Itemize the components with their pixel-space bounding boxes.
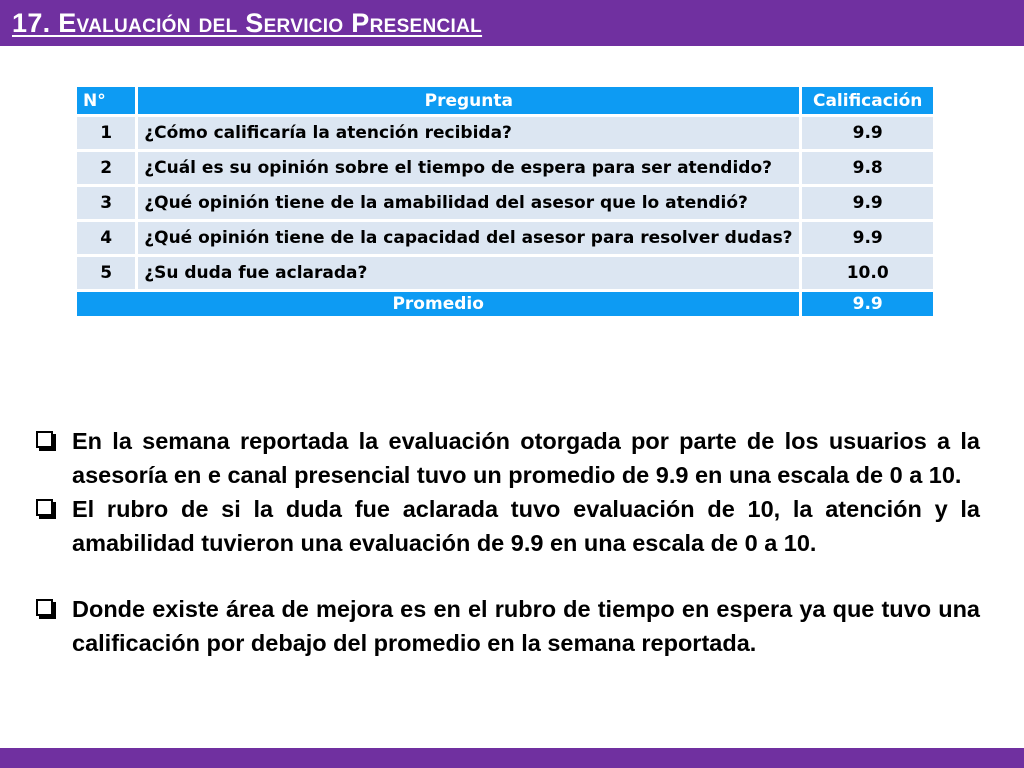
bullet-text: En la semana reportada la evaluación otorgada por parte de los usuarios a la asesoría en e canal presencial tuvo un promedio de 9.9 en una escala de 0 a 10.: [72, 428, 980, 488]
bullet-list: [34, 424, 980, 660]
row-question: ¿Qué opinión tiene de la amabilidad del asesor que lo atendió?: [138, 187, 799, 219]
evaluation-table: [74, 84, 936, 319]
row-number: 4: [77, 222, 135, 254]
average-row: [77, 292, 933, 316]
bullet-text: El rubro de si la duda fue aclarada tuvo evaluación de 10, la atención y la amabilidad tuvieron una evaluación de 9.9 en una escala de 0 a 10.: [72, 496, 980, 556]
table-row: [77, 222, 933, 254]
table-row: [77, 187, 933, 219]
average-score: 9.9: [802, 292, 933, 316]
row-question: ¿Cuál es su opinión sobre el tiempo de espera para ser atendido?: [138, 152, 799, 184]
row-score: 9.8: [802, 152, 933, 184]
table-header-row: [77, 87, 933, 114]
table-row: [77, 117, 933, 149]
column-header-number: N°: [77, 87, 135, 114]
bullet-item: [34, 592, 980, 660]
row-number: 5: [77, 257, 135, 289]
row-score: 10.0: [802, 257, 933, 289]
page-title: 17. Evaluación del Servicio Presencial: [12, 8, 483, 38]
checkbox-bullet-icon: [36, 499, 53, 516]
row-score: 9.9: [802, 187, 933, 219]
row-number: 1: [77, 117, 135, 149]
title-bar: [0, 0, 1024, 46]
footer-bar: [0, 748, 1024, 768]
row-number: 3: [77, 187, 135, 219]
checkbox-bullet-icon: [36, 599, 53, 616]
checkbox-bullet-icon: [36, 431, 53, 448]
average-label: Promedio: [77, 292, 799, 316]
bullet-item: [34, 492, 980, 560]
row-number: 2: [77, 152, 135, 184]
table-row: [77, 257, 933, 289]
evaluation-table-container: [74, 84, 936, 319]
row-score: 9.9: [802, 117, 933, 149]
row-question: ¿Su duda fue aclarada?: [138, 257, 799, 289]
row-question: ¿Cómo calificaría la atención recibida?: [138, 117, 799, 149]
table-row: [77, 152, 933, 184]
column-header-question: Pregunta: [138, 87, 799, 114]
bullet-text: Donde existe área de mejora es en el rubro de tiempo en espera ya que tuvo una calificación por debajo del promedio en la semana reportada.: [72, 596, 980, 656]
column-header-score: Calificación: [802, 87, 933, 114]
row-score: 9.9: [802, 222, 933, 254]
bullet-item: [34, 424, 980, 492]
row-question: ¿Qué opinión tiene de la capacidad del asesor para resolver dudas?: [138, 222, 799, 254]
